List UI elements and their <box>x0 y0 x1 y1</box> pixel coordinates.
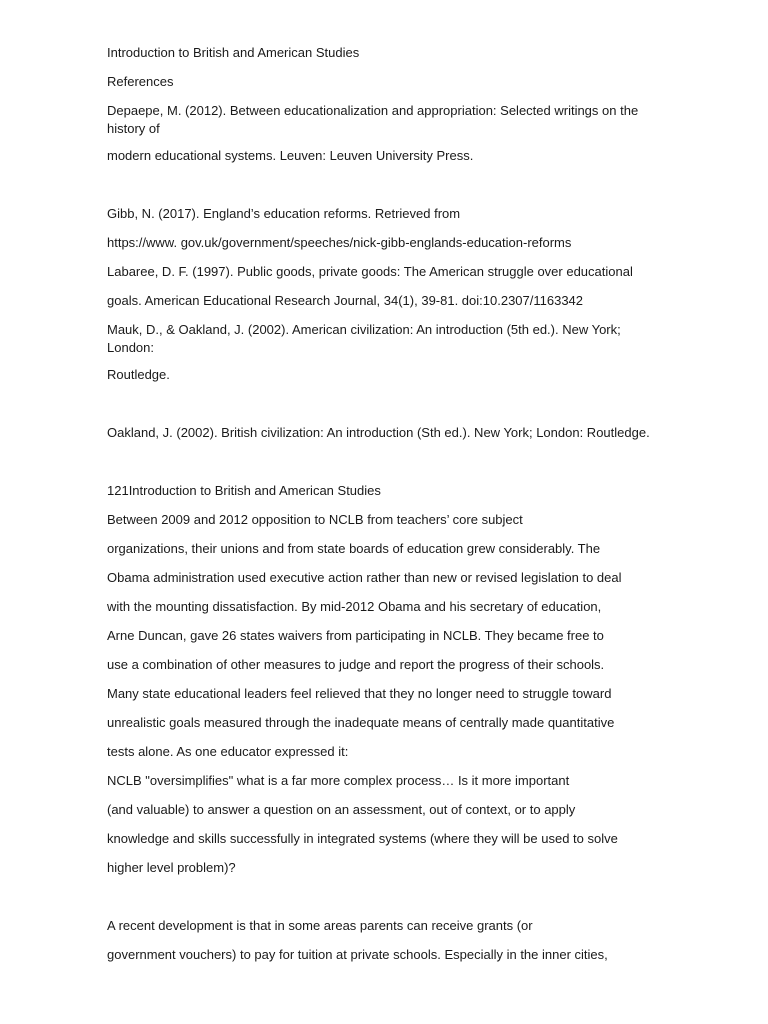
reference-entry: Mauk, D., & Oakland, J. (2002). American civilization: An introduction (5th ed.). New York; London: <box>107 322 621 355</box>
body-line: organizations, their unions and from state boards of education grew considerably. The <box>107 541 601 556</box>
body-line: A recent development is that in some areas parents can receive grants (or <box>107 918 533 933</box>
paragraph-gap <box>107 395 667 424</box>
reference-entry: Gibb, N. (2017). England’s education reforms. Retrieved from <box>107 206 461 221</box>
body-line: Arne Duncan, gave 26 states waivers from participating in NCLB. They became free to <box>107 628 604 643</box>
body-line: Many state educational leaders feel relieved that they no longer need to struggle toward <box>107 686 612 701</box>
quote-line: (and valuable) to answer a question on an assessment, out of context, or to apply <box>107 802 576 817</box>
reference-entry: Oakland, J. (2002). British civilization: An introduction (Sth ed.). New York; London: Routledge. <box>107 425 650 440</box>
paragraph-gap <box>107 176 667 205</box>
quote-line: higher level problem)? <box>107 860 236 875</box>
body-line: with the mounting dissatisfaction. By mid-2012 Obama and his secretary of education, <box>107 599 602 614</box>
body-line: government vouchers) to pay for tuition at private schools. Especially in the inner cities, <box>107 947 608 962</box>
reference-entry: goals. American Educational Research Journal, 34(1), 39-81. doi:10.2307/1163342 <box>107 293 584 308</box>
reference-entry: Labaree, D. F. (1997). Public goods, private goods: The American struggle over educational <box>107 264 633 279</box>
reference-entry: Depaepe, M. (2012). Between educationalization and appropriation: Selected writings on the history of <box>107 103 639 136</box>
body-line: tests alone. As one educator expressed it: <box>107 744 349 759</box>
references-heading: References <box>107 74 174 89</box>
document-title: Introduction to British and American Studies <box>107 45 360 60</box>
paragraph-gap <box>107 888 667 917</box>
paragraph-gap <box>107 453 667 482</box>
quote-line: knowledge and skills successfully in integrated systems (where they will be used to solve <box>107 831 618 846</box>
quote-line: NCLB "oversimplifies" what is a far more complex process… Is it more important <box>107 773 570 788</box>
reference-entry: Routledge. <box>107 367 170 382</box>
body-line: Between 2009 and 2012 opposition to NCLB from teachers’ core subject <box>107 512 523 527</box>
reference-url: https://www. gov.uk/government/speeches/nick-gibb-englands-education-reforms <box>107 235 572 250</box>
body-line: use a combination of other measures to judge and report the progress of their schools. <box>107 657 605 672</box>
document-page <box>107 44 667 975</box>
body-line: unrealistic goals measured through the inadequate means of centrally made quantitative <box>107 715 615 730</box>
reference-entry: modern educational systems. Leuven: Leuven University Press. <box>107 148 474 163</box>
body-line: Obama administration used executive action rather than new or revised legislation to deal <box>107 570 622 585</box>
page-header: 121Introduction to British and American Studies <box>107 483 381 498</box>
